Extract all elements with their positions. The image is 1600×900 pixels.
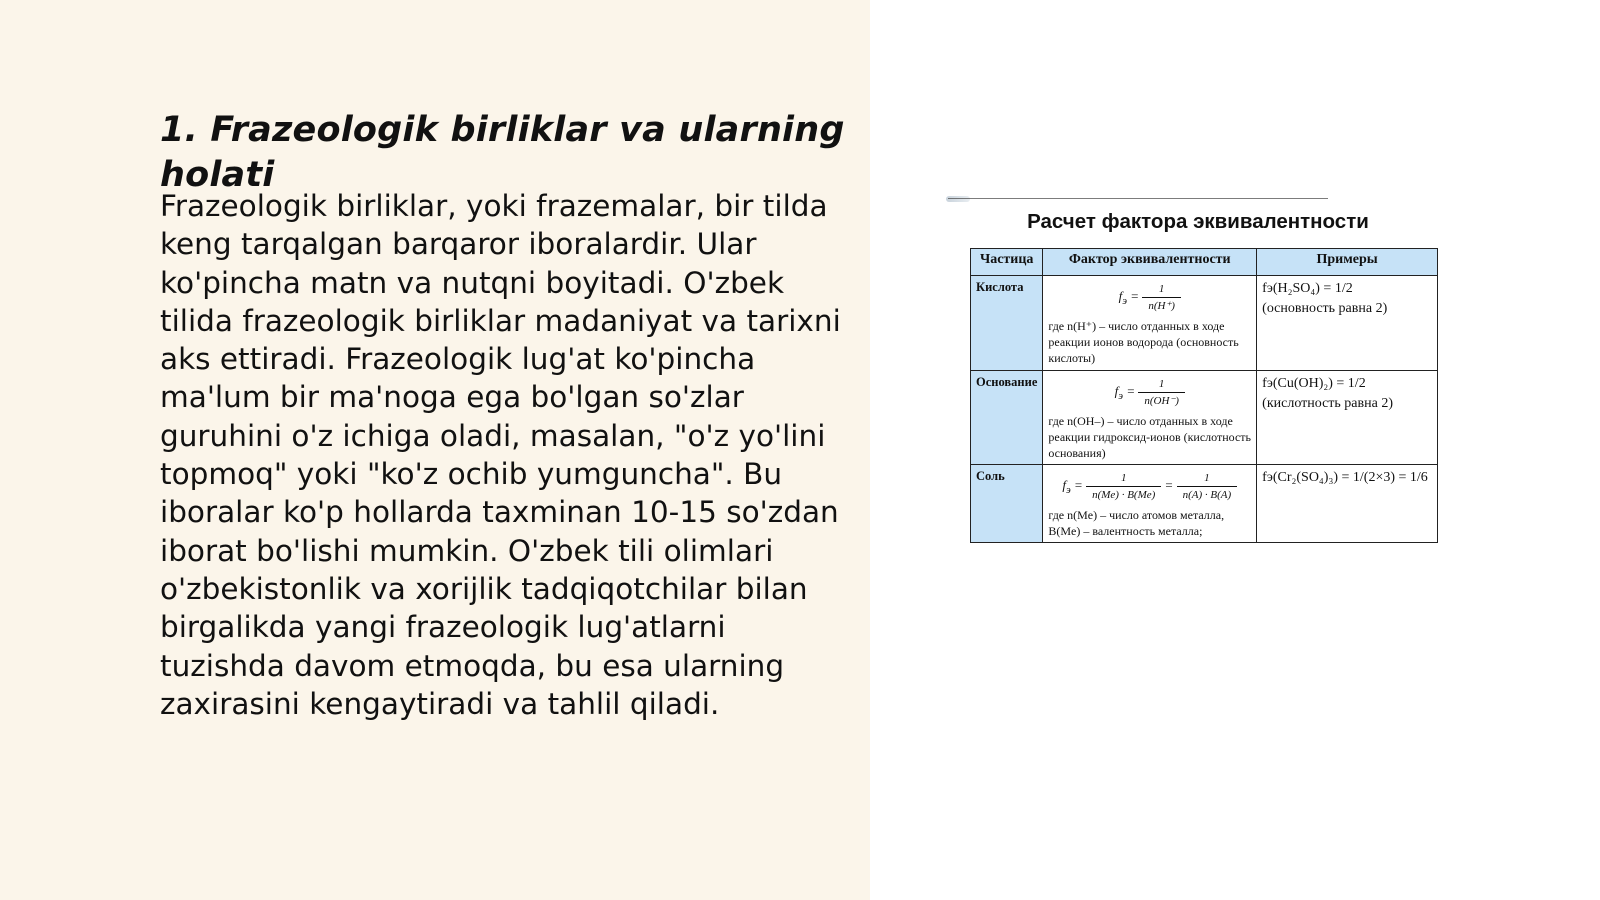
factor-note: где n(H⁺) – число отданных в ходе реакции ионов водорода (основность кислоты)	[1048, 319, 1239, 365]
formula-symbol: f	[1062, 477, 1067, 493]
example-formula: fэ(H₂SO₄) = 1/2	[1262, 281, 1353, 296]
slide-body-text: Frazeologik birliklar, yoki frazemalar, bir tilda keng tarqalgan barqaror iboralardir. Ular ko'pincha matn va nutqni boyitadi. O'zbek tilida frazeologik birliklar madaniyat va tarixni aks ettiradi. Frazeologik lug'at ko'pincha ma'lum bir ma'noga ega bo'lgan so'zlar guruhini o'z ichiga oladi, masalan, "o'z yo'lini topmoq" yoki "ko'z ochib yumguncha". Bu iboralar ko'p hollarda taxminan 10-15 so'zdan iborat bo'lishi mumkin. O'zbek tili olimlari o'zbekistonlik va xorijlik tadqiqotchilar bilan birgalikda yangi frazeologik lug'atlarni tuzishda davom etmoqda, bu esa ularning zaxirasini kengaytiradi va tahlil qiladi.	[160, 189, 841, 721]
fraction-numerator: 1	[1177, 470, 1238, 487]
table-row	[971, 371, 1438, 465]
formula-subscript: э	[1118, 390, 1124, 403]
formula: $f_э$ = $\frac{1}{n(Me) \cdot B(Me)}$ = $\frac{1}{n(A) \cdot B(A)}$	[1048, 468, 1251, 507]
factor-cell	[1043, 465, 1257, 543]
equivalence-table	[970, 248, 1438, 543]
formula-symbol: f	[1118, 288, 1123, 304]
equivalence-factor-figure	[948, 196, 1438, 536]
fraction-numerator: 1	[1142, 281, 1181, 298]
fraction	[1086, 470, 1161, 503]
formula-symbol: f	[1114, 383, 1119, 399]
figure-corner-mark	[946, 196, 970, 202]
fraction	[1138, 376, 1185, 409]
fraction-denominator: n(A) · B(A)	[1182, 489, 1232, 501]
example-formula: fэ(Cr₂(SO₄)₃) = 1/(2×3) = 1/6	[1262, 470, 1428, 485]
header-particle: Частица	[971, 249, 1043, 276]
example-cell	[1257, 371, 1438, 465]
formula-subscript: э	[1122, 295, 1128, 308]
example-formula: fэ(Cu(OH)₂) = 1/2	[1262, 376, 1366, 391]
example-cell	[1257, 465, 1438, 543]
table-row	[971, 276, 1438, 371]
figure-top-rule	[948, 198, 1328, 199]
row-category: Кислота	[971, 276, 1043, 371]
header-examples: Примеры	[1257, 249, 1438, 276]
slide-title: 1. Frazeologik birliklar va ularning holati	[160, 110, 845, 195]
fraction-denominator: n(Me) · B(Me)	[1092, 489, 1156, 501]
factor-note: где n(Me) – число атомов металла, B(Me) – валентность металла;	[1048, 508, 1225, 538]
header-factor: Фактор эквивалентности	[1043, 249, 1257, 276]
example-cell	[1257, 276, 1438, 371]
formula: $f_э$ = $\frac{1}{n(OH^-)}$	[1048, 374, 1251, 413]
fraction	[1142, 281, 1181, 314]
figure-title: Расчет фактора эквивалентности	[1027, 210, 1369, 233]
formula: $f_э$ = $\frac{1}{n(H^+)}$	[1048, 279, 1251, 318]
fraction	[1177, 470, 1238, 503]
table-row	[971, 465, 1438, 543]
example-note: (кислотность равна 2)	[1262, 396, 1393, 411]
formula-subscript: э	[1066, 484, 1071, 497]
example-note: (основность равна 2)	[1262, 301, 1388, 316]
fraction-denominator: n(OH⁻)	[1144, 395, 1179, 407]
factor-note: где n(OH–) – число отданных в ходе реакции гидроксид-ионов (кислотность основания)	[1048, 414, 1252, 460]
row-category: Соль	[971, 465, 1043, 543]
fraction-numerator: 1	[1086, 470, 1161, 487]
factor-cell	[1043, 276, 1257, 371]
fraction-denominator: n(H⁺)	[1148, 300, 1175, 312]
table-header-row	[971, 249, 1438, 276]
fraction-numerator: 1	[1138, 376, 1185, 393]
row-category: Основание	[971, 371, 1043, 465]
factor-cell	[1043, 371, 1257, 465]
